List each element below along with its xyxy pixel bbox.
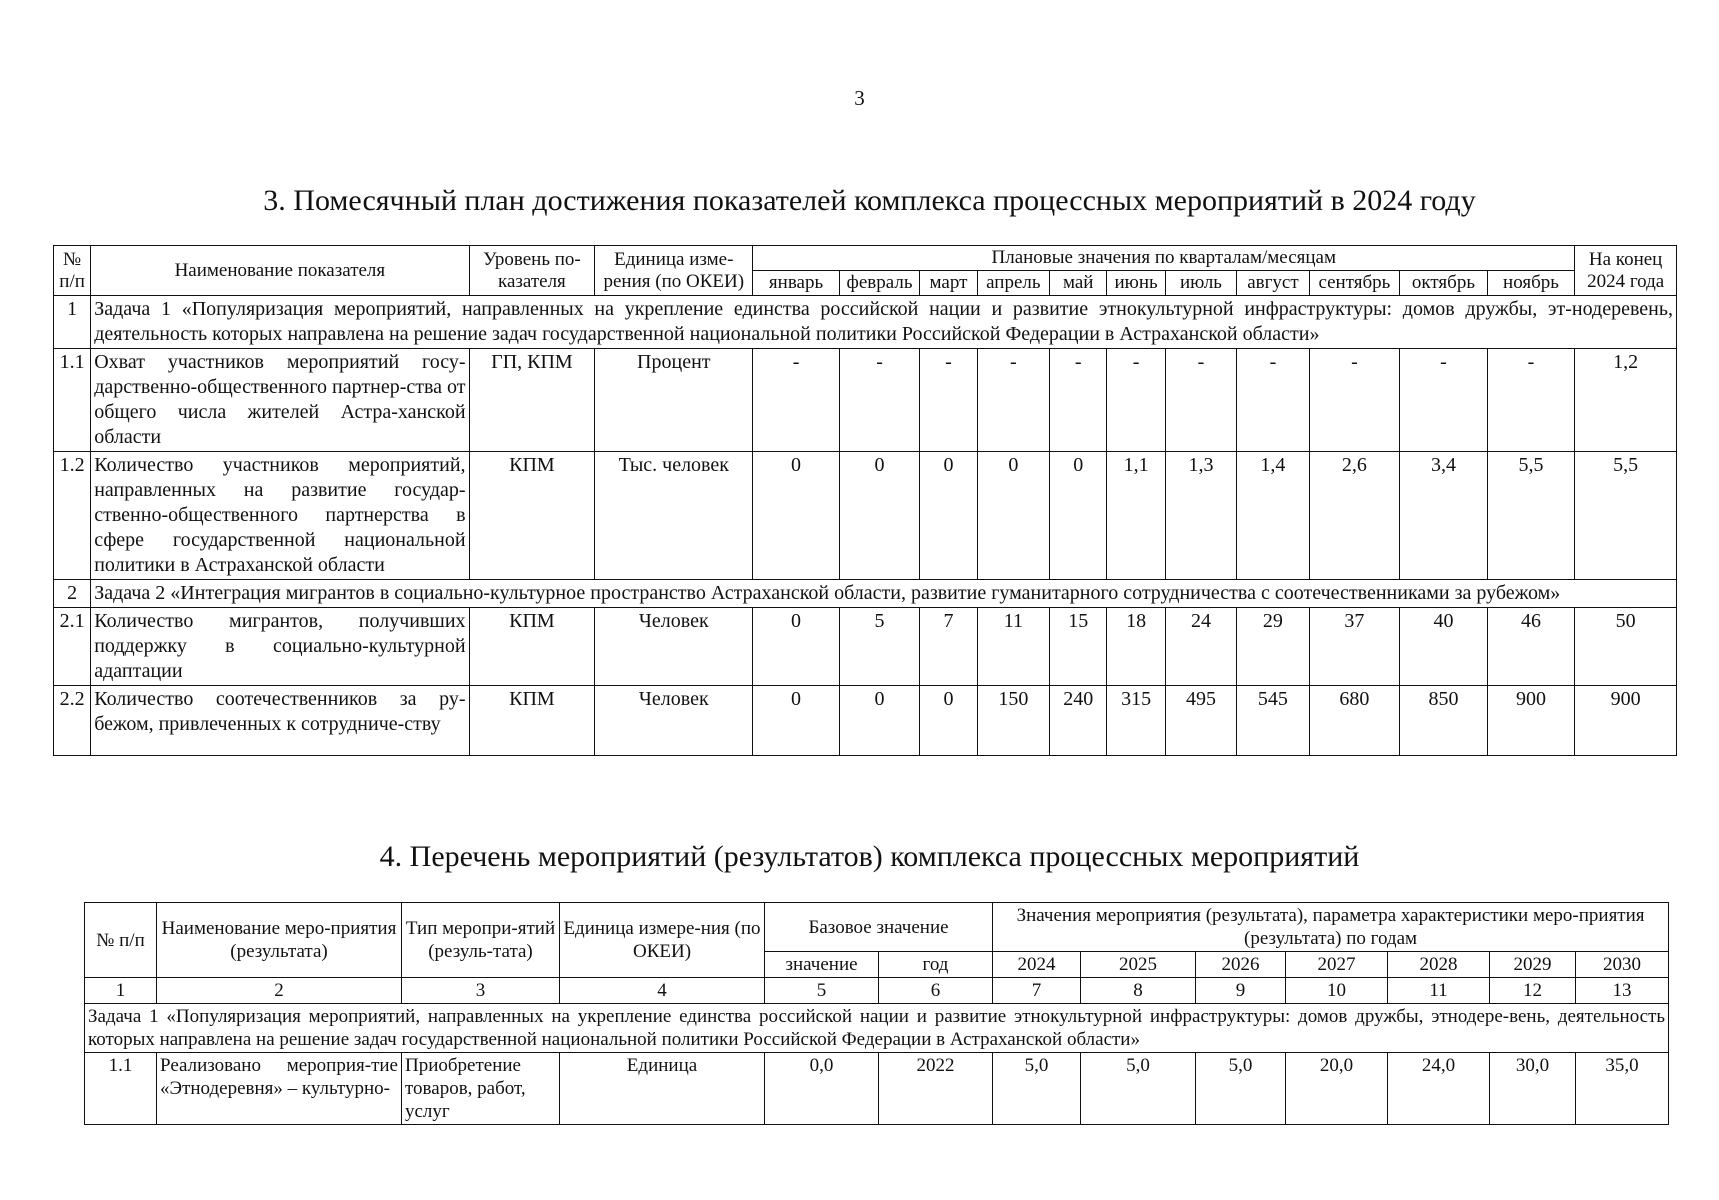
header-month-7: июль	[1165, 271, 1236, 296]
month-value-cell: 545	[1237, 686, 1309, 756]
indicator-level: КПМ	[469, 452, 595, 580]
month-value-cell: 850	[1400, 686, 1488, 756]
year-value-cell: 20,0	[1286, 1053, 1388, 1125]
month-value-cell: -	[1050, 349, 1107, 452]
month-value-cell: 0	[977, 452, 1049, 580]
task-row	[54, 580, 1677, 608]
task-num: 2	[54, 580, 91, 608]
indicator-unit: Человек	[595, 608, 753, 686]
header-month-9: сентябрь	[1309, 271, 1400, 296]
task-num: 1	[54, 296, 91, 349]
month-value-cell: 11	[977, 608, 1049, 686]
year-value-cell: 5,0	[1081, 1053, 1196, 1125]
header-num: № п/п	[85, 903, 157, 978]
base-value: 0,0	[765, 1053, 879, 1125]
month-value-cell: 900	[1487, 686, 1575, 756]
column-number-cell: 3	[402, 978, 560, 1004]
month-value-cell: 5,5	[1487, 452, 1575, 580]
task-row	[85, 1004, 1669, 1053]
header-year-2026: 2026	[1196, 952, 1286, 978]
year-value-cell: 5,0	[1196, 1053, 1286, 1125]
month-value-cell: 24	[1165, 608, 1236, 686]
task-text: Задача 1 «Популяризация мероприятий, направленных на укрепление единства российской нации и развитие этнокультурной инфраструктуры: домов дружбы, этнодере-вень, деятельность которых направлена на решение задач государственной национальной политики Российской Федерации в Астраханской области»	[85, 1004, 1669, 1053]
header-unit: Единица измере-ния (по ОКЕИ)	[560, 903, 765, 978]
table-row	[85, 1053, 1669, 1125]
header-month-4: апрель	[977, 271, 1049, 296]
header-month-5: май	[1050, 271, 1107, 296]
month-value-cell: 150	[977, 686, 1049, 756]
month-value-cell: -	[839, 349, 919, 452]
table-header-row	[54, 246, 1677, 271]
monthly-plan-table	[53, 245, 1677, 756]
header-level: Уровень по-казателя	[469, 246, 595, 296]
column-number-cell: 4	[560, 978, 765, 1004]
header-month-11: ноябрь	[1487, 271, 1575, 296]
header-year-2024: 2024	[993, 952, 1081, 978]
month-value-cell: -	[977, 349, 1049, 452]
month-value-cell: -	[920, 349, 977, 452]
month-value-cell: 40	[1400, 608, 1488, 686]
activities-table	[84, 902, 1669, 1125]
header-values-by-year: Значения мероприятия (результата), параметра характеристики меро-приятия (результата) по годам	[993, 903, 1669, 952]
month-value-cell: 495	[1165, 686, 1236, 756]
column-number-cell: 10	[1286, 978, 1388, 1004]
month-value-cell: 1,3	[1165, 452, 1236, 580]
indicator-name: Количество участников мероприятий, направленных на развитие государ-ственно-общественного партнерства в сфере государственной национальной политики в Астраханской области	[91, 452, 469, 580]
month-value-cell: -	[1107, 349, 1165, 452]
year-value-cell: 30,0	[1490, 1053, 1576, 1125]
base-year: 2022	[879, 1053, 993, 1125]
activity-type: Приобретение товаров, работ, услуг	[402, 1053, 560, 1125]
activity-unit: Единица	[560, 1053, 765, 1125]
month-value-cell: -	[1237, 349, 1309, 452]
column-numbers-row	[85, 978, 1669, 1004]
column-number-cell: 5	[765, 978, 879, 1004]
section-4-title: 4. Перечень мероприятий (результатов) комплекса процессных мероприятий	[379, 840, 1360, 873]
header-year-2029: 2029	[1490, 952, 1576, 978]
column-number-cell: 12	[1490, 978, 1576, 1004]
column-number-cell: 1	[85, 978, 157, 1004]
header-month-6: июнь	[1107, 271, 1165, 296]
month-value-cell: 0	[920, 686, 977, 756]
year-end-value: 5,5	[1575, 452, 1677, 580]
table-row	[54, 349, 1677, 452]
header-unit: Единица изме-рения (по ОКЕИ)	[595, 246, 753, 296]
header-month-8: август	[1237, 271, 1309, 296]
year-value-cell: 5,0	[993, 1053, 1081, 1125]
header-year-2030: 2030	[1576, 952, 1669, 978]
column-number-cell: 6	[879, 978, 993, 1004]
table-row	[54, 608, 1677, 686]
task-row	[54, 296, 1677, 349]
table-header-row	[85, 903, 1669, 952]
indicator-level: КПМ	[469, 686, 595, 756]
column-number-cell: 8	[1081, 978, 1196, 1004]
month-value-cell: 3,4	[1400, 452, 1488, 580]
header-base-value: Базовое значение	[765, 903, 993, 952]
month-value-cell: 5	[839, 608, 919, 686]
header-base-value-year: год	[879, 952, 993, 978]
indicator-unit: Процент	[595, 349, 753, 452]
header-year-2028: 2028	[1388, 952, 1490, 978]
header-num: № п/п	[54, 246, 91, 296]
header-activity-name: Наименование меро-приятия (результата)	[157, 903, 402, 978]
section-3-title: 3. Помесячный план достижения показателей комплекса процессных мероприятий в 2024 году	[263, 184, 1476, 217]
month-value-cell: 0	[839, 452, 919, 580]
year-value-cell: 24,0	[1388, 1053, 1490, 1125]
header-plan-values: Плановые значения по кварталам/месяцам	[753, 246, 1575, 271]
indicator-level: ГП, КПМ	[469, 349, 595, 452]
indicator-level: КПМ	[469, 608, 595, 686]
page-number: 3	[854, 86, 865, 110]
month-value-cell: 315	[1107, 686, 1165, 756]
month-value-cell: 15	[1050, 608, 1107, 686]
header-activity-type: Тип меропри-ятий (резуль-тата)	[402, 903, 560, 978]
month-value-cell: 37	[1309, 608, 1400, 686]
column-number-cell: 11	[1388, 978, 1490, 1004]
month-value-cell: 0	[920, 452, 977, 580]
month-value-cell: 0	[1050, 452, 1107, 580]
row-num: 1.1	[85, 1053, 157, 1125]
month-value-cell: -	[753, 349, 840, 452]
year-end-value: 50	[1575, 608, 1677, 686]
month-value-cell: -	[1487, 349, 1575, 452]
column-number-cell: 13	[1576, 978, 1669, 1004]
row-num: 1.1	[54, 349, 91, 452]
month-value-cell: 0	[753, 608, 840, 686]
task-text: Задача 1 «Популяризация мероприятий, направленных на укрепление единства российской нации и развитие этнокультурной инфраструктуры: домов дружбы, эт-нодеревень, деятельность которых направлена на решение задач государственной национальной политики Российской Федерации в Астраханской области»	[91, 296, 1677, 349]
month-value-cell: 29	[1237, 608, 1309, 686]
indicator-unit: Человек	[595, 686, 753, 756]
indicator-name: Количество мигрантов, получивших поддержку в социально-культурной адаптации	[91, 608, 469, 686]
month-value-cell: 0	[753, 452, 840, 580]
month-value-cell: -	[1165, 349, 1236, 452]
header-year-2027: 2027	[1286, 952, 1388, 978]
month-value-cell: 46	[1487, 608, 1575, 686]
indicator-name: Количество соотечественников за ру-бежом, привлеченных к сотрудниче-ству	[91, 686, 469, 756]
header-year-end: На конец 2024 года	[1575, 246, 1677, 296]
header-base-value-value: значение	[765, 952, 879, 978]
column-number-cell: 2	[157, 978, 402, 1004]
year-end-value: 900	[1575, 686, 1677, 756]
header-month-3: март	[920, 271, 977, 296]
table-row	[54, 686, 1677, 756]
month-value-cell: -	[1309, 349, 1400, 452]
row-num: 1.2	[54, 452, 91, 580]
row-num: 2.1	[54, 608, 91, 686]
month-value-cell: 0	[753, 686, 840, 756]
year-value-cell: 35,0	[1576, 1053, 1669, 1125]
month-value-cell: 1,4	[1237, 452, 1309, 580]
indicator-unit: Тыс. человек	[595, 452, 753, 580]
month-value-cell: 7	[920, 608, 977, 686]
header-year-2025: 2025	[1081, 952, 1196, 978]
table-row	[54, 452, 1677, 580]
month-value-cell: -	[1400, 349, 1488, 452]
row-num: 2.2	[54, 686, 91, 756]
indicator-name: Охват участников мероприятий госу-дарственно-общественного партнер-ства от общего числа жителей Астра-ханской области	[91, 349, 469, 452]
month-value-cell: 18	[1107, 608, 1165, 686]
column-number-cell: 9	[1196, 978, 1286, 1004]
month-value-cell: 2,6	[1309, 452, 1400, 580]
activity-name: Реализовано мероприя-тие «Этнодеревня» – культурно-	[157, 1053, 402, 1125]
header-month-1: январь	[753, 271, 840, 296]
header-month-10: октябрь	[1400, 271, 1488, 296]
year-end-value: 1,2	[1575, 349, 1677, 452]
task-text: Задача 2 «Интеграция мигрантов в социально-культурное пространство Астраханской области, развитие гуманитарного сотрудничества с соотечественниками за рубежом»	[91, 580, 1677, 608]
column-number-cell: 7	[993, 978, 1081, 1004]
month-value-cell: 0	[839, 686, 919, 756]
header-month-2: февраль	[839, 271, 919, 296]
month-value-cell: 1,1	[1107, 452, 1165, 580]
month-value-cell: 680	[1309, 686, 1400, 756]
month-value-cell: 240	[1050, 686, 1107, 756]
header-indicator-name: Наименование показателя	[91, 246, 469, 296]
